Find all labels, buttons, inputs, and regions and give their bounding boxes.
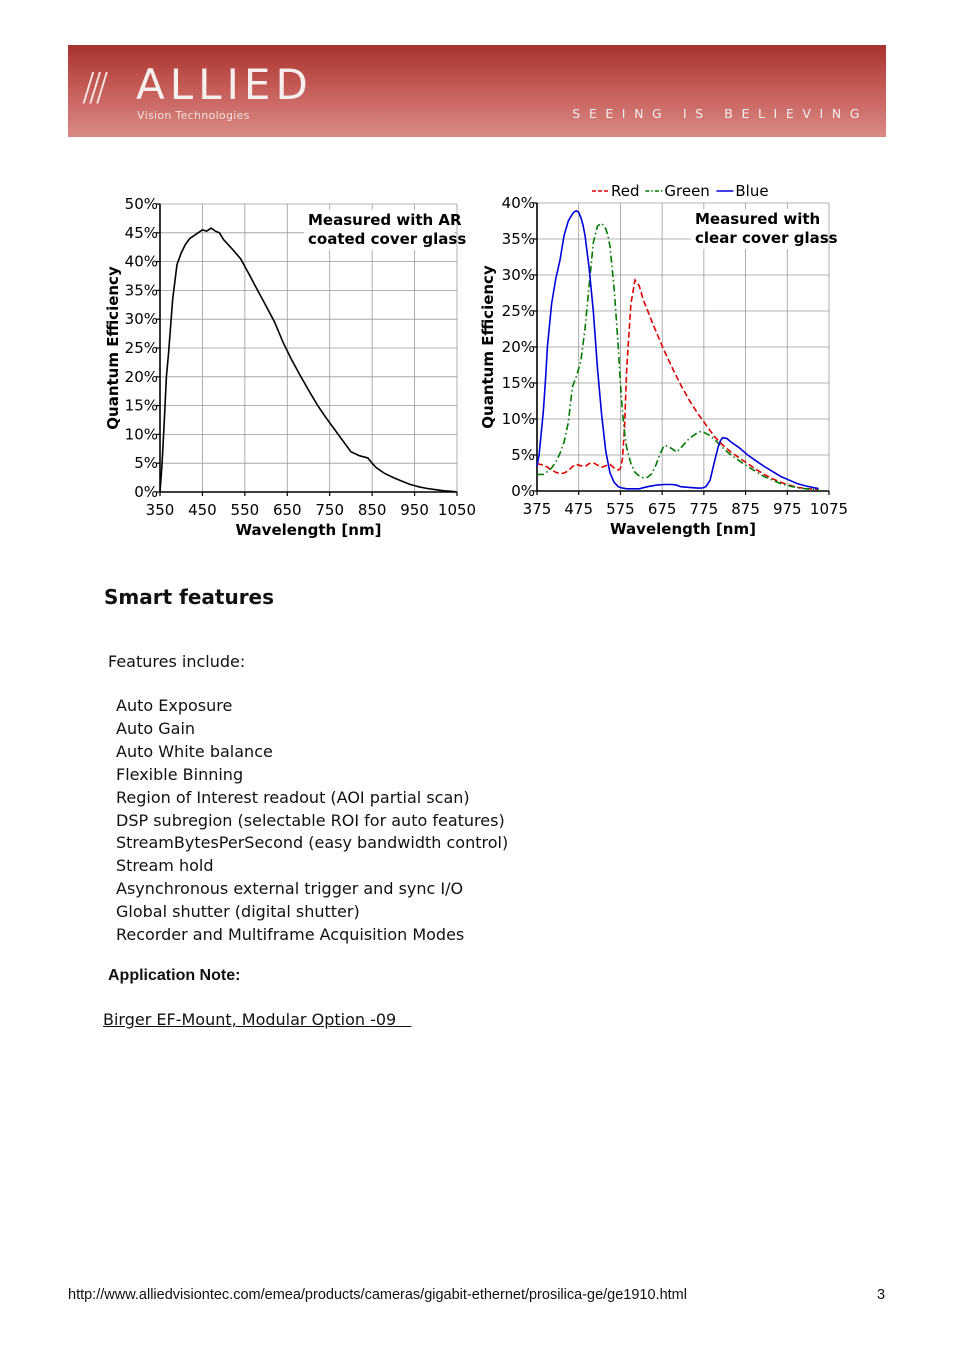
feature-item: Global shutter (digital shutter) [116,902,360,922]
features-list [116,695,508,947]
y-tick-label: 5% [134,454,158,473]
y-tick-label: 30% [124,310,158,329]
x-tick-label: 775 [689,500,719,518]
application-note-heading: Application Note: [108,967,241,984]
y-tick-label: 15% [501,374,535,392]
y-tick-label: 35% [501,230,535,248]
x-tick-label: 475 [564,500,594,518]
y-tick-label: 50% [124,195,158,213]
series-line-0 [160,228,457,492]
y-tick-label: 15% [124,396,158,415]
y-tick-label: 0% [511,482,535,500]
page-number: 3 [877,1287,886,1303]
section-title: Smart features [104,585,275,609]
x-tick-label: 975 [772,500,802,518]
y-tick-label: 40% [501,194,535,212]
chart-annotation: Measured with AR [308,211,462,229]
brand-slogan: SEEING IS BELIEVING [572,106,868,121]
header-banner [68,45,886,137]
y-tick-label: 20% [124,367,158,386]
legend-label-red: Red [611,182,640,200]
y-tick-label: 5% [511,446,535,464]
feature-item: Flexible Binning [116,764,244,784]
y-axis-label: Quantum Efficiency [479,265,497,429]
feature-item: Region of Interest readout (AOI partial scan) [116,787,470,807]
x-axis-label: Wavelength [nm] [610,520,756,538]
y-tick-label: 35% [124,281,158,300]
x-tick-label: 375 [522,500,552,518]
y-tick-label: 10% [501,410,535,428]
feature-item: StreamBytesPerSecond (easy bandwidth control) [116,833,509,853]
brand-subtitle: Vision Technologies [137,109,250,122]
x-tick-label: 575 [606,500,635,518]
brand-logo-wordmark: ALLIED [136,60,313,109]
y-tick-label: 40% [124,252,158,271]
application-note-link[interactable]: Birger EF-Mount, Modular Option -09 [103,1010,412,1029]
chart-annotation: clear cover glass [695,229,838,247]
y-tick-label: 30% [501,266,535,284]
qe-chart-color [476,172,856,550]
x-tick-label: 950 [400,501,429,519]
series-line-red [537,280,819,490]
x-tick-label: 350 [145,501,175,519]
x-tick-label: 675 [647,500,677,518]
x-tick-label: 650 [272,501,302,519]
x-tick-label: 450 [188,501,217,519]
series-line-blue [537,211,819,489]
x-axis-label: Wavelength [nm] [235,521,382,539]
brand-slashes: /// [82,65,103,109]
legend-label-green: Green [664,182,710,200]
feature-item: Recorder and Multiframe Acquisition Modes [116,925,465,945]
feature-item: Asynchronous external trigger and sync I/O [116,879,464,899]
x-tick-label: 1075 [809,500,849,518]
y-tick-label: 0% [134,483,158,501]
y-tick-label: 20% [501,338,535,356]
x-tick-label: 550 [230,501,260,519]
y-tick-label: 10% [124,425,158,444]
chart-annotation: coated cover glass [308,230,467,248]
qe-chart-monochrome [100,180,490,550]
chart-annotation: Measured with [695,210,821,228]
legend-label-blue: Blue [735,182,769,200]
x-tick-label: 750 [315,501,345,519]
y-axis-label: Quantum Efficiency [104,266,122,430]
feature-item: Auto Exposure [116,696,233,715]
features-intro: Features include: [108,652,246,671]
x-tick-label: 850 [357,501,387,519]
series-line-green [537,223,819,490]
feature-item: DSP subregion (selectable ROI for auto features) [116,810,505,830]
y-tick-label: 45% [124,223,158,242]
x-tick-label: 875 [731,500,760,518]
feature-item: Auto White balance [116,741,273,761]
footer-url[interactable]: http://www.alliedvisiontec.com/emea/products/cameras/gigabit-ethernet/prosilica-ge/ge1910.html [68,1287,687,1303]
y-tick-label: 25% [501,302,535,320]
feature-item: Auto Gain [116,718,196,738]
feature-item: Stream hold [116,856,214,876]
y-tick-label: 25% [124,339,158,357]
x-tick-label: 1050 [437,501,477,519]
